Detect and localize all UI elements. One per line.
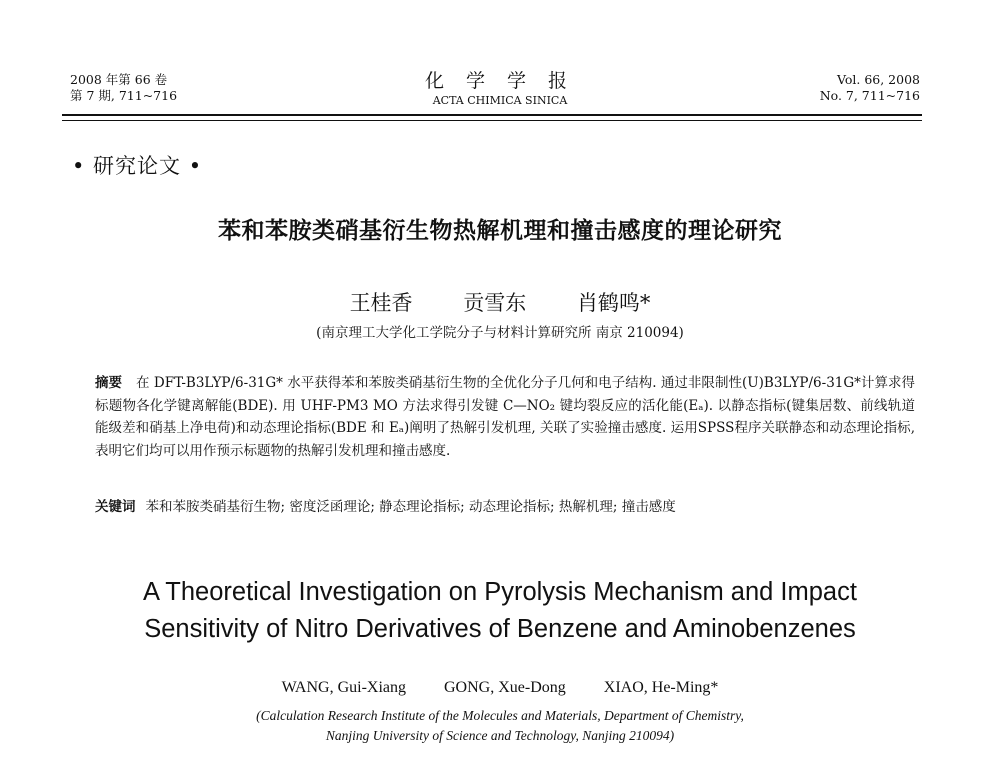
author-en: XIAO, He-Ming* — [603, 679, 719, 696]
journal-title-en: ACTA CHIMICA SINICA — [432, 94, 568, 107]
issue-pages-cn: 第 7 期, 711~716 — [70, 88, 178, 103]
authors-en — [0, 679, 1000, 697]
abstract-text: 在 DFT-B3LYP/6-31G* 水平获得苯和苯胺类硝基衍生物的全优化分子几何和电子结构. 通过非限制性(U)B3LYP/6-31G*计算求得标题物各化学键离解能(BDE). 用 UHF-PM3 MO 方法求得引发键 C—NO₂ 键均裂反应的活化能(Eₐ). 以静态指标(键集居数、前线轨道能级差和硝基上净电荷)和动态理论指标(BDE 和 Eₐ)阐明了热解引发机理, 关联了实验撞击感度. 运用SPSS程序关联静态和动态理论指标, 表明它们均可以用作预示标题物的热解引发机理和撞击感度. — [95, 375, 915, 459]
header-rule-thin — [62, 120, 922, 121]
keywords-text: 苯和苯胺类硝基衍生物; 密度泛函理论; 静态理论指标; 动态理论指标; 热解机理; 撞击感度 — [145, 499, 676, 515]
abstract-label: 摘要 — [95, 375, 123, 391]
author-cn: 肖鹤鸣* — [576, 291, 651, 315]
keywords-label: 关键词 — [95, 499, 136, 515]
header-right — [820, 72, 920, 104]
author-en: GONG, Xue-Dong — [444, 679, 566, 696]
title-en-line: Sensitivity of Nitro Derivatives of Benzene and Aminobenzenes — [144, 615, 856, 643]
author-cn: 贡雪东 — [463, 291, 527, 315]
journal-title-cn: 化 学 学 报 — [424, 70, 576, 92]
title-en — [0, 574, 1000, 648]
keywords — [95, 496, 915, 518]
issue-pages-en: No. 7, 711~716 — [819, 88, 920, 103]
affiliation-cn: (南京理工大学化工学院分子与材料计算研究所 南京 210094) — [316, 325, 684, 341]
author-cn: 王桂香 — [349, 291, 413, 315]
header-rule-thick — [62, 114, 922, 116]
title-en-line: A Theoretical Investigation on Pyrolysis Mechanism and Impact — [143, 578, 857, 606]
title-cn: 苯和苯胺类硝基衍生物热解机理和撞击感度的理论研究 — [218, 217, 782, 244]
affiliation-en-line: (Calculation Research Institute of the Molecules and Materials, Department of Chemistry, — [256, 708, 744, 723]
section-label: • 研究论文 • — [72, 154, 203, 178]
volume-year-en: Vol. 66, 2008 — [836, 72, 920, 87]
volume-year-cn: 2008 年第 66 卷 — [70, 72, 168, 87]
abstract — [95, 372, 915, 462]
author-en: WANG, Gui-Xiang — [281, 679, 406, 696]
affiliation-en-line: Nanjing University of Science and Technology, Nanjing 210094) — [325, 728, 675, 743]
authors-cn — [0, 287, 1000, 317]
affiliation-en — [0, 706, 1000, 746]
